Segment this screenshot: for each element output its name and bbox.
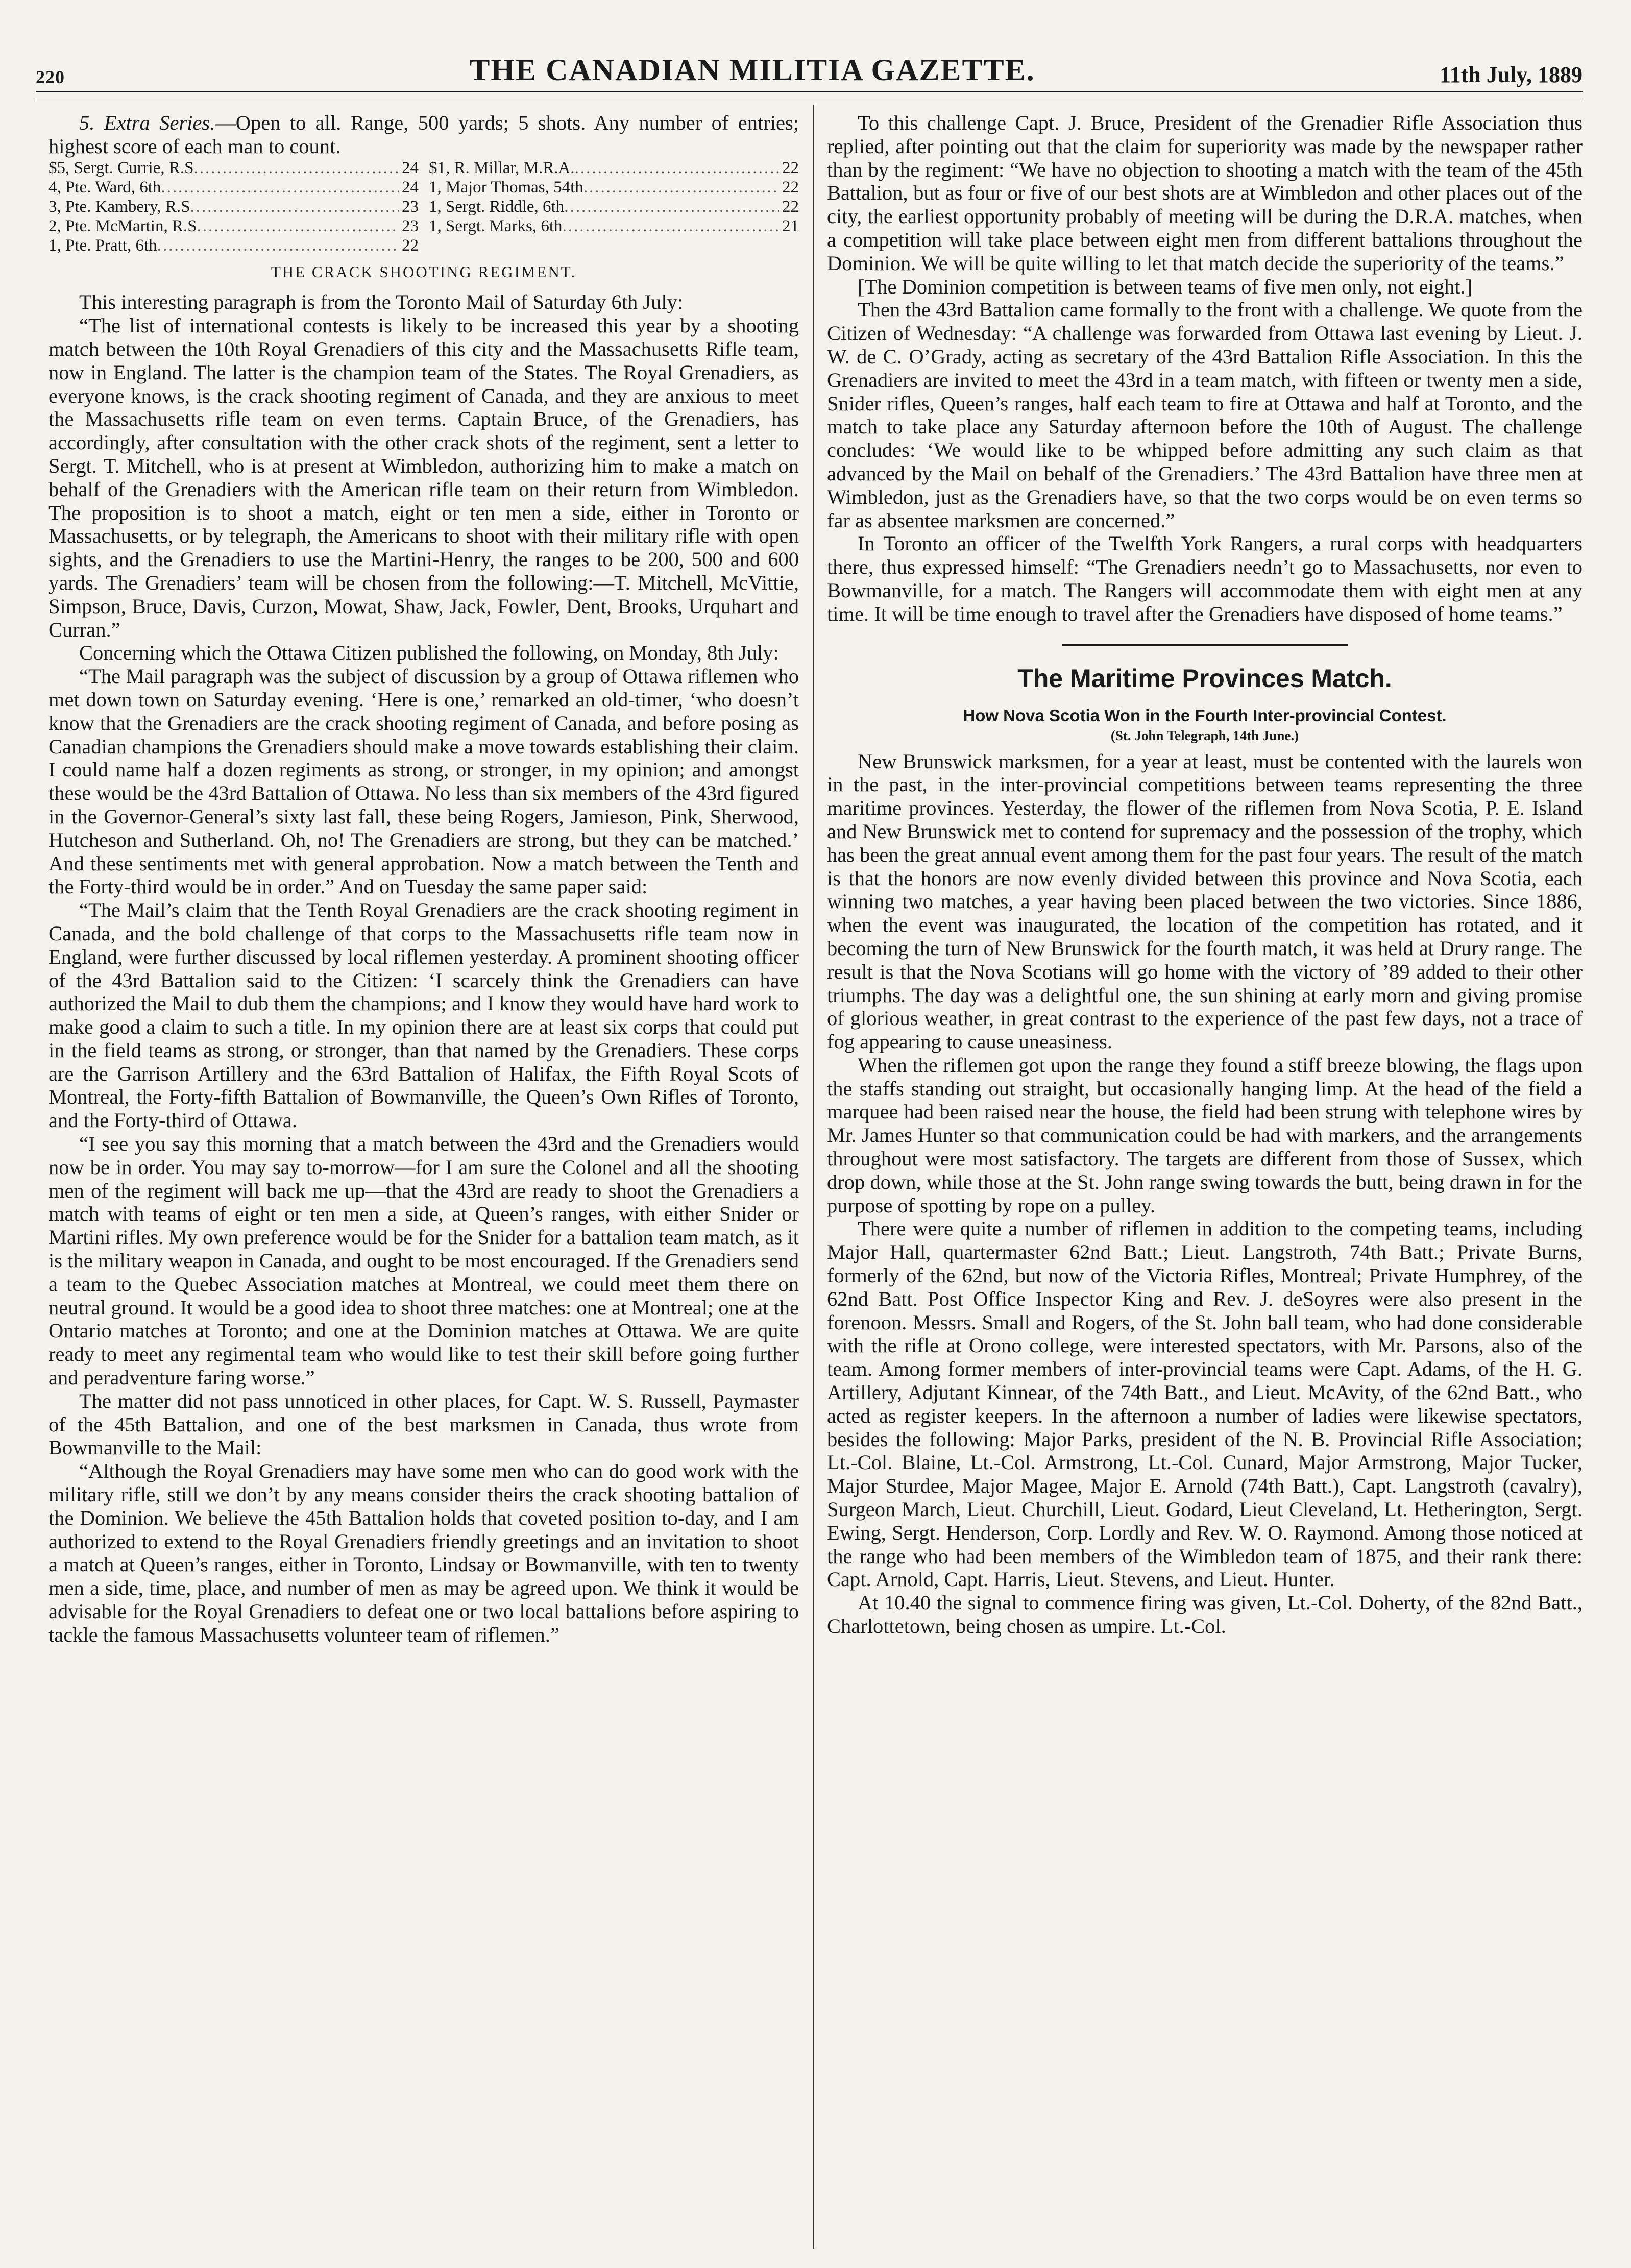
score-entry-points: 22 bbox=[782, 178, 799, 197]
column-divider bbox=[813, 105, 814, 2249]
score-entry-points: 22 bbox=[782, 158, 799, 177]
maritime-subtitle: How Nova Scotia Won in the Fourth Inter-provincial Contest. bbox=[963, 705, 1447, 725]
leader-dots bbox=[564, 197, 779, 216]
right-column bbox=[827, 111, 1583, 2245]
score-entry-name: 4, Pte. Ward, 6th bbox=[48, 178, 161, 197]
score-entry-points: 24 bbox=[402, 178, 419, 197]
leader-dots bbox=[190, 197, 399, 216]
leader-dots bbox=[193, 158, 399, 178]
score-entry bbox=[48, 236, 419, 255]
leader-dots bbox=[575, 158, 779, 178]
article-paragraph: “The Mail’s claim that the Tenth Royal Grenadiers are the crack shooting regiment in Canada, and the bold challenge of that corps to the Massachusetts rifle team now in England, were further discussed by local riflemen yesterday. A prominent shooting officer of the 43rd Battalion said to the Citizen: ‘I scarcely think the Grenadiers can have authorized the Mail to dub them the champions; and I know they would have hard work to make good a claim to such a title. In my opinion there are at least six corps that could put in the field teams as strong, or stronger, than that named by the Grenadiers. These corps are the Garrison Artillery and the 63rd Battalion of Halifax, the Fifth Royal Scots of Montreal, the Forty-fifth Battalion of Bowmanville, the Queen’s Own Rifles of Toronto, and the Forty-third of Ottawa. bbox=[48, 898, 799, 1132]
article-paragraph: In Toronto an officer of the Twelfth York Rangers, a rural corps with headquarters there, thus expressed himself: “The Grenadiers needn’t go to Massachusetts, nor even to Bowmanville, for a match. The Rangers will accommodate them with eight men at any time. It will be time enough to travel after the Grenadiers have disposed of home teams.” bbox=[827, 532, 1583, 625]
article-paragraph: “The list of international contests is likely to be increased this year by a shooting match between the 10th Royal Grenadiers of this city and the Massachusetts Rifle team, now in England. The latter is the champion team of the States. The Royal Grenadiers, as everyone knows, is the crack shooting regiment of Canada, and they are anxious to meet the Massachusetts rifle team on even terms. Captain Bruce, of the Grenadiers, has accordingly, after consultation with the other crack shots of the regiment, sent a letter to Sergt. T. Mitchell, who is at present at Wimbledon, authorizing him to make a match on behalf of the Grenadiers with the American rifle team on their return from Wimbledon. The proposition is to shoot a match, eight or ten men a side, either in Toronto or Massachusetts, or by telegraph, the Americans to shoot with their military rifle with open sights, and the Grenadiers to use the Martini-Henry, the ranges to be 200, 500 and 600 yards. The Grenadiers’ team will be chosen from the following:—T. Mitchell, McVittie, Simpson, Bruce, Davis, Curzon, Mowat, Shaw, Jack, Fowler, Dent, Brooks, Urquhart and Curran.” bbox=[48, 314, 799, 641]
score-entry-name: 3, Pte. Kambery, R.S bbox=[48, 197, 190, 216]
left-column bbox=[48, 111, 799, 2245]
page-header bbox=[36, 47, 1583, 88]
score-entry-points: 22 bbox=[782, 197, 799, 216]
article-paragraph: [The Dominion competition is between teams of five men only, not eight.] bbox=[858, 275, 1473, 298]
score-entry bbox=[48, 197, 419, 216]
maritime-paragraph: New Brunswick marksmen, for a year at least, must be contented with the laurels won in the past, in the inter-provincial competitions between teams representing the three maritime provinces. Yesterday, the flower of the riflemen from Nova Scotia, P. E. Island and New Brunswick met to contend for supremacy and the possession of the trophy, which has been the great annual event among them for the past four years. The result of the match is that the honors are now evenly divided between this province and Nova Scotia, each winning two matches, a year having been placed between the two victories. Since 1886, when the event was inaugurated, the location of the competition has rotated, and it becoming the turn of New Brunswick for the fourth match, it was held at Drury range. The result is that the Nova Scotians will go home with the victory of ’89 added to their other triumphs. The day was a delightful one, the sun shining at early morn and giving promise of glorious weather, in great contrast to the experience of the past few days, not a trace of fog appearing to cause uneasiness. bbox=[827, 749, 1583, 1054]
score-entry bbox=[429, 178, 799, 197]
score-entry bbox=[48, 216, 419, 236]
score-entry-name: $5, Sergt. Currie, R.S bbox=[48, 158, 194, 177]
right-article-body bbox=[827, 111, 1583, 626]
score-entry-name: 1, Pte. Pratt, 6th bbox=[48, 236, 157, 255]
maritime-paragraph: There were quite a number of riflemen in addition to the competing teams, including Major Hall, quartermaster 62nd Batt.; Lieut. Langstroth, 74th Batt.; Private Burns, formerly of the 62nd, but now of the Victoria Rifles, Montreal; Private Humphrey, of the 62nd Batt. Post Office Inspector King and Rev. J. deSoyres were also present in the forenoon. Messrs. Small and Rogers, of the St. John ball team, who had done considerable with the rifle at Orono college, were interested spectators, with Mr. Parsons, also of the team. Among former members of inter-provincial teams were Capt. Adams, of the H. G. Artillery, Adjutant Kinnear, of the 74th Batt., and Lieut. McAvity, of the 62nd Batt., who acted as register keepers. In the afternoon a number of ladies were likewise spectators, besides the following: Major Parks, president of the N. B. Provincial Rifle Association; Lt.-Col. Blaine, Lt.-Col. Armstrong, Lt.-Col. Cunard, Major Armstrong, Major Tucker, Major Sturdee, Major Magee, Major E. Arnold (74th Batt.), Capt. Langstroth (cavalry), Surgeon March, Lieut. Churchill, Lieut. Godard, Lieut Cleveland, Lt. Hetherington, Sergt. Ewing, Sergt. Henderson, Corp. Lordly and Rev. W. O. Raymond. Among those noticed at the range who had been members of the Wimbledon team of 1875, and their rank there: Capt. Arnold, Capt. Harris, Lieut. Stevens, and Lieut. Hunter. bbox=[827, 1217, 1583, 1591]
score-list bbox=[48, 158, 799, 255]
header-rule bbox=[36, 91, 1583, 99]
section-rule bbox=[1062, 644, 1348, 646]
score-entry-points: 23 bbox=[402, 197, 419, 216]
article-paragraph: “I see you say this morning that a match between the 43rd and the Grenadiers would now be in order. You may say to-morrow—for I am sure the Colonel and all the shooting men of the regiment will back me up—that the 43rd are ready to shoot the Grenadiers a match with teams of eight or ten men a side, at Queen’s ranges, with either Snider or Martini rifles. My own preference would be for the Snider for a battalion team match, as it is the military weapon in Canada, and ought to be most encouraged. If the Grenadiers send a team to the Quebec Association matches at Montreal, we could meet them there on neutral ground. It would be a good idea to shoot three matches: one at Montreal; one at the Ontario matches at Toronto; and one at the Dominion matches at Ottawa. We are quite ready to meet any regimental team who would like to test their skill before going further and peradventure faring worse.” bbox=[48, 1132, 799, 1389]
extra-series-text: —Open to all. Range, 500 yards; 5 shots. Any number of entries; highest score of each man to count. bbox=[48, 111, 799, 158]
score-entry-name: 1, Sergt. Marks, 6th bbox=[429, 216, 563, 235]
score-entry bbox=[48, 178, 419, 197]
maritime-source: (St. John Telegraph, 14th June.) bbox=[1110, 727, 1299, 743]
left-article-body bbox=[48, 290, 799, 1646]
article-paragraph: “Although the Royal Grenadiers may have some men who can do good work with the military rifle, still we don’t by any means consider theirs the crack shooting battalion of the Dominion. We believe the 45th Battalion holds that coveted position to-day, and I am authorized to extend to the Royal Grenadiers friendly greetings and an invitation to shoot a match at Queen’s ranges, either in Toronto, Lindsay or Bowmanville, with ten to twenty men a side, time, place, and number of men as may be agreed upon. We think it would be advisable for the Royal Grenadiers to defeat one or two local battalions before aspiring to tackle the famous Massachusetts volunteer team of riflemen.” bbox=[48, 1459, 799, 1646]
extra-series-intro bbox=[48, 111, 799, 158]
score-entry-name: 1, Sergt. Riddle, 6th bbox=[429, 197, 565, 216]
maritime-paragraph: At 10.40 the signal to commence firing was given, Lt.-Col. Doherty, of the 82nd Batt., Charlottetown, being chosen as umpire. Lt.-Col. bbox=[827, 1591, 1583, 1638]
article-paragraph: The matter did not pass unnoticed in other places, for Capt. W. S. Russell, Paymaster of the 45th Battalion, and one of the best marksmen in Canada, thus wrote from Bowmanville to the Mail: bbox=[48, 1389, 799, 1459]
score-entry-name: $1, R. Millar, M.R.A. bbox=[429, 158, 575, 177]
leader-dots bbox=[583, 178, 779, 197]
score-entry-points: 22 bbox=[402, 236, 419, 255]
maritime-paragraph: When the riflemen got upon the range they found a stiff breeze blowing, the flags upon the staffs standing out straight, but occasionally hanging limp. At the head of the field a marquee had been raised near the house, the field had been strung with telephone wires by Mr. James Hunter so that communication could be had with markers, and the arrangements throughout were most satisfactory. The targets are different from those of Sussex, which drop down, while those at the St. John range swing towards the butt, being drawn in for the purpose of spotting by rope on a pulley. bbox=[827, 1053, 1583, 1217]
article-paragraph: Then the 43rd Battalion came formally to the front with a challenge. We quote from the Citizen of Wednesday: “A challenge was forwarded from Ottawa last evening by Lieut. J. W. de C. O’Grady, acting as secretary of the 43rd Battalion Rifle Association. In this the Grenadiers are invited to meet the 43rd in a team match, with fifteen or twenty men a side, Snider rifles, Queen’s ranges, half each team to fire at Ottawa and half at Toronto, and the match to take place any Saturday afternoon before the 10th of August. The challenge concludes: ‘We would like to be whipped before admitting any such claim as that advanced by the Mail on behalf of the Grenadiers.’ The 43rd Battalion have three men at Wimbledon, just as the Grenadiers have, so that the two corps would be on even terms so far as absentee marksmen are concerned.” bbox=[827, 298, 1583, 532]
maritime-title: The Maritime Provinces Match. bbox=[1017, 664, 1392, 693]
score-entry bbox=[429, 158, 799, 178]
page-number: 220 bbox=[36, 67, 65, 87]
leader-dots bbox=[563, 216, 779, 236]
score-entry bbox=[429, 216, 799, 236]
paper-title: THE CANADIAN MILITIA GAZETTE. bbox=[469, 53, 1035, 87]
article-paragraph: To this challenge Capt. J. Bruce, President of the Grenadier Rifle Association thus replied, after pointing out that the claim for superiority was made by the newspaper rather than by the regiment: “We have no objection to shooting a match with the team of the 45th Battalion, but as four or five of our best shots are at Wimbledon and other places out of the city, the earliest opportunity probably of meeting will be during the D.R.A. matches, when a competition will take place between eight men from different battalions throughout the Dominion. We will be quite willing to let that match decide the superiority of the teams.” bbox=[827, 111, 1583, 275]
leader-dots bbox=[197, 216, 399, 236]
leader-dots bbox=[161, 178, 399, 197]
score-entry-points: 24 bbox=[402, 158, 419, 177]
issue-date: 11th July, 1889 bbox=[1440, 62, 1583, 87]
leader-dots bbox=[157, 236, 399, 255]
score-entry-name: 2, Pte. McMartin, R.S bbox=[48, 216, 197, 235]
maritime-article-body bbox=[827, 750, 1583, 1638]
extra-series-label: 5. Extra Series. bbox=[79, 111, 215, 134]
score-entry bbox=[429, 197, 799, 216]
article-paragraph: This interesting paragraph is from the Toronto Mail of Saturday 6th July: bbox=[79, 290, 684, 314]
score-entry-name: 1, Major Thomas, 54th bbox=[429, 178, 583, 197]
score-entry-points: 23 bbox=[402, 216, 419, 235]
score-entry bbox=[48, 158, 419, 178]
crack-shooting-heading: THE CRACK SHOOTING REGIMENT. bbox=[271, 262, 577, 281]
article-paragraph: “The Mail paragraph was the subject of discussion by a group of Ottawa riflemen who met down town on Saturday evening. ‘Here is one,’ remarked an old-timer, ‘who doesn’t know that the Grenadiers are the crack shooting regiment of Canada, and before posing as Canadian champions the Grenadiers should make a move towards establishing their claim. I could name half a dozen regiments as strong, or stronger, in my opinion; and amongst these would be the 43rd Battalion of Ottawa. No less than six members of the 43rd figured in the Governor-General’s sixty last fall, these being Rogers, Jamieson, Pink, Sherwood, Hutcheson and Sutherland. Oh, no! The Grenadiers are strong, but they can be matched.’ And these sentiments met with general approbation. Now a match between the Tenth and the Forty-third would be in order.” And on Tuesday the same paper said: bbox=[48, 665, 799, 898]
score-entry-points: 21 bbox=[782, 216, 799, 235]
article-paragraph: Concerning which the Ottawa Citizen published the following, on Monday, 8th July: bbox=[79, 641, 779, 665]
